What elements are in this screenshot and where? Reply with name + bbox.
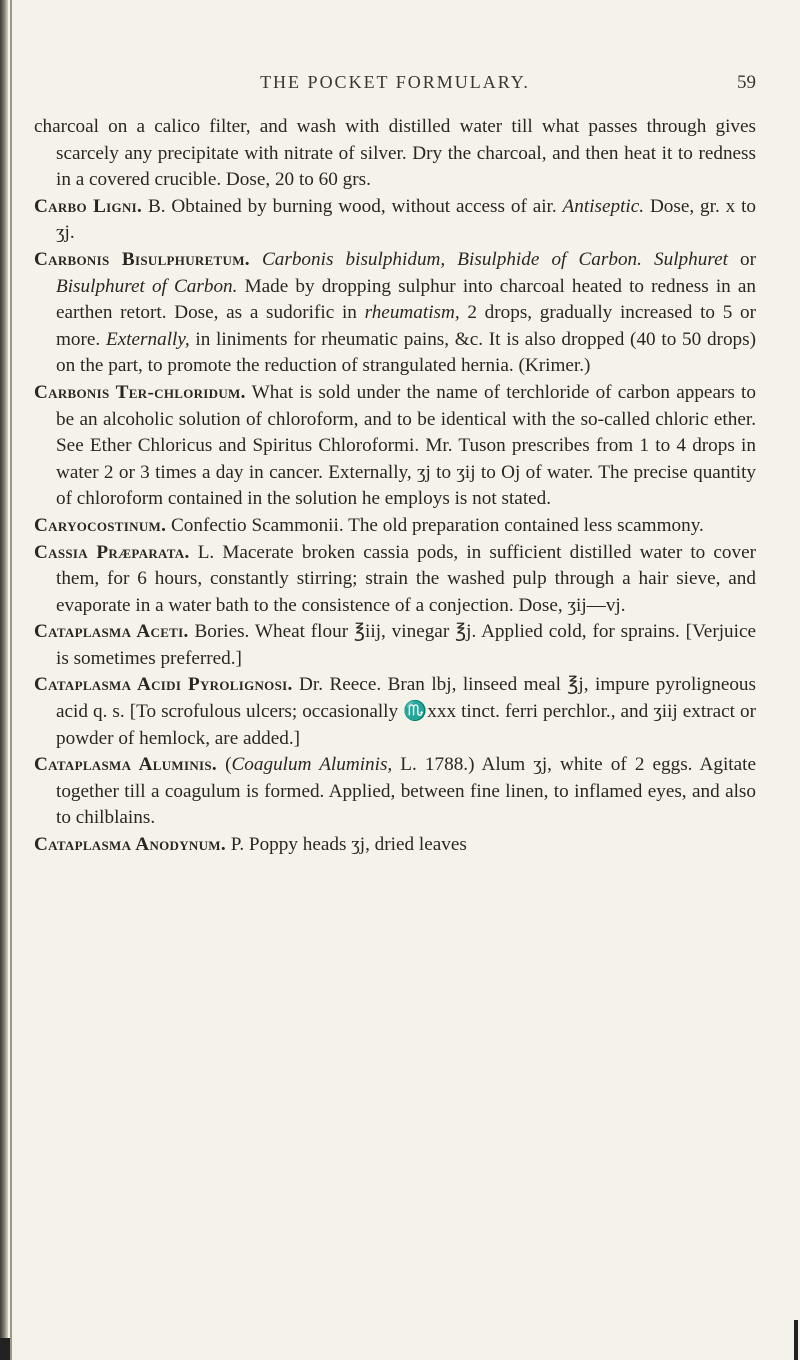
entry-text: ( (217, 754, 232, 776)
continued-paragraph: charcoal on a calico filter, and wash with distilled water till what passes through gives scarcely any precipitate with nitrate of silver. Dry the charcoal, and then heat it to redness in a covered crucible. Dose, 20 to 60 grs. (34, 116, 756, 191)
formulary-entry (34, 832, 756, 859)
entry-text: Bories. Wheat flour ℥iij, vinegar ℥j. Applied cold, for sprains. [Verjuice is sometimes preferred.] (56, 621, 756, 669)
entry-text: in liniments for rheumatic pains, &c. It is also dropped (40 to 50 drops) on the part, to promote the reduction of strangulated hernia. (Krimer.) (56, 328, 756, 377)
entry-text: P. Poppy heads ʒj, dried leaves (225, 834, 467, 856)
entry-italic-text: Coagulum Aluminis, (231, 754, 393, 776)
book-binding-edge (10, 0, 12, 1360)
book-page (34, 72, 756, 859)
entry-text: What is sold under the name of terchloride of carbon appears to be an alcoholic solution of chloroform, and to be identical with the so-called chloric ether. See Ether Chloricus and Spiritus Chloroformi. Mr. Tuson prescribes from 1 to 4 drops in water 2 or 3 times a day in cancer. Externally, ʒj to ʒij to Oj of water. The precise quantity of chloroform contained in the solution he employs is not stated. (56, 381, 756, 510)
formulary-entry (34, 513, 756, 540)
page-number: 59 (737, 72, 756, 93)
entry-text (250, 249, 262, 270)
formulary-entry (34, 380, 756, 513)
running-title: THE POCKET FORMULARY. (260, 72, 530, 92)
entry-headword: Cataplasma Anodynum. (34, 834, 226, 856)
entry-headword: Carbo Ligni. (34, 195, 143, 217)
formulary-entry (34, 619, 756, 672)
entry-headword: Cataplasma Aceti. (34, 621, 189, 643)
page-header (34, 72, 756, 102)
entry-text: Dose, gr. x to ʒj. (56, 195, 756, 244)
entry-headword: Carbonis Bisulphuretum. (34, 248, 250, 270)
entry-headword: Carbonis Ter-chloridum. (34, 381, 246, 403)
formulary-entry (34, 752, 756, 832)
entry-headword: Caryocostinum. (34, 514, 167, 536)
entry-headword: Cassia Præparata. (34, 541, 190, 563)
formulary-entry (34, 672, 756, 752)
entry-text: Confectio Scammonii. The old preparation contained less scammony. (166, 514, 704, 536)
entry-text: 2 drops, gradually increased to 5 or more. (56, 302, 756, 350)
formulary-entry (34, 247, 756, 380)
scan-edge-mark (0, 1338, 10, 1360)
entry-headword: Cataplasma Aluminis. (34, 754, 218, 776)
entry-italic-text: Antiseptic. (562, 195, 645, 217)
entry-text: L. Macerate broken cassia pods, in sufficient distilled water to cover them, for 6 hours, constantly stirring; strain the washed pulp through a hair sieve, and evaporate in a water bath to the consistence of a conjection. Dose, ʒij—vj. (56, 541, 756, 616)
entry-text: L. 1788.) Alum ʒj, white of 2 eggs. Agitate together till a coagulum is formed. Applied, between fine linen, to inflamed eyes, and also to chilblains. (56, 754, 756, 829)
formulary-text (34, 114, 756, 859)
entry-text: Made by dropping sulphur into charcoal heated to redness in an earthen retort. Dose, as a sudorific in (56, 275, 756, 324)
scan-edge-mark-right (794, 1320, 798, 1360)
formulary-entry (34, 540, 756, 620)
formulary-entry (34, 194, 756, 247)
entry-headword: Cataplasma Acidi Pyrolignosi. (34, 674, 293, 696)
entry-italic-text: Bisulphuret of Carbon. (56, 275, 238, 297)
entry-italic-text: rheumatism, (364, 302, 460, 324)
entry-text: B. Obtained by burning wood, without access of air. (142, 195, 563, 217)
book-binding-shadow (0, 0, 8, 1360)
entry-text: or (727, 248, 757, 270)
entry-text: Dr. Reece. Bran lbj, linseed meal ℥j, impure pyroligneous acid q. s. [To scrofulous ulcers; occasionally ♏xxx tinct. ferri perchlor., and ʒiij extract or powder of hemlock, are added.] (56, 674, 756, 749)
entry-italic-text: Externally, (105, 328, 190, 350)
entry-italic-text: Carbonis bisulphidum, Bisulphide of Carbon. Sulphuret (261, 248, 728, 270)
